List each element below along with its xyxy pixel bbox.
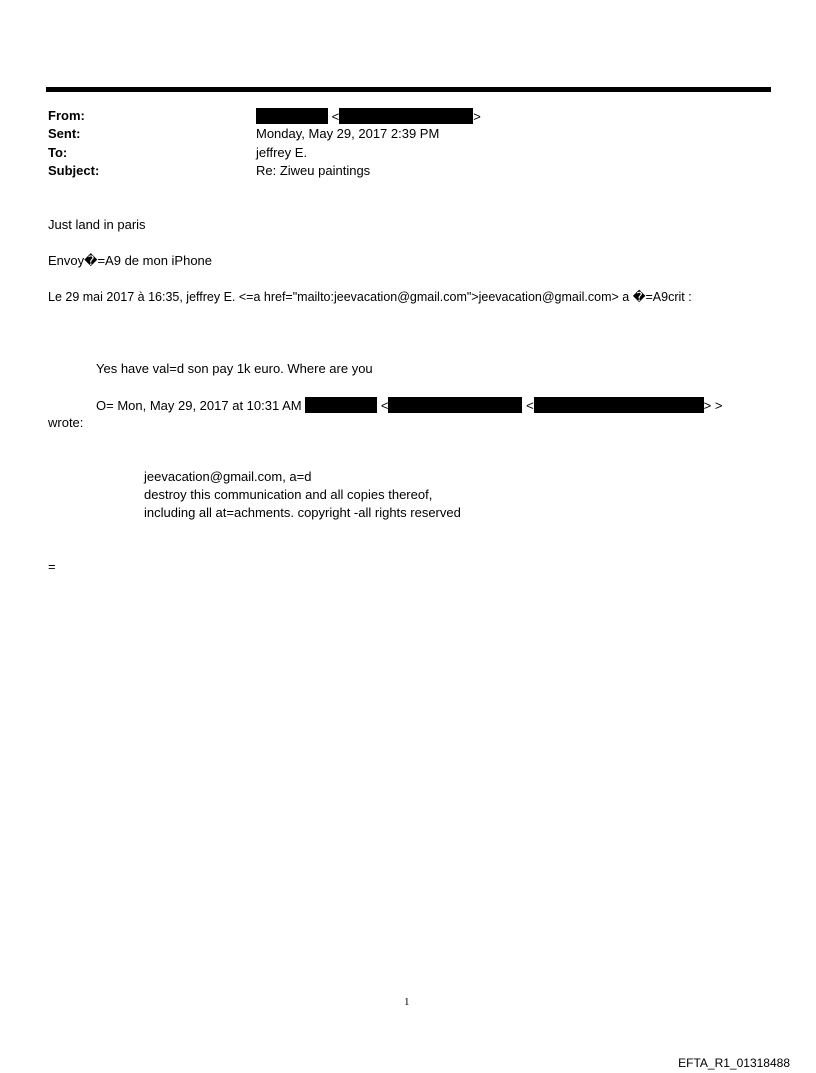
redaction-box xyxy=(256,108,328,124)
quoted-line-1: Yes have val=d son pay 1k euro. Where are you xyxy=(96,361,373,376)
body-line-1: Just land in paris xyxy=(48,217,146,232)
quoted-line-2 xyxy=(96,397,722,413)
subject-value: Re: Ziweu paintings xyxy=(256,163,371,178)
quoted-line-4: destroy this communication and all copies thereof, xyxy=(144,487,433,502)
redaction-box xyxy=(388,397,522,413)
header-rule xyxy=(46,87,771,92)
quoted-line-3: jeevacation@gmail.com, a=d xyxy=(144,469,312,484)
redaction-box xyxy=(305,397,377,413)
quoted-date: O= Mon, May 29, 2017 at 10:31 AM xyxy=(96,398,302,413)
wrote-text: wrote: xyxy=(48,415,84,430)
lt-1: < xyxy=(380,398,389,413)
sent-value: Monday, May 29, 2017 2:39 PM xyxy=(256,126,440,141)
body-line-3: Le 29 mai 2017 à 16:35, jeffrey E. <=a href="mailto:jeevacation@gmail.com">jeevacation@gmail.com> a �=A9crit : xyxy=(48,290,692,304)
from-value xyxy=(256,108,481,124)
from-lt: < xyxy=(331,109,340,124)
sent-label: Sent: xyxy=(48,126,81,141)
lt-2: < xyxy=(526,398,534,413)
subject-label: Subject: xyxy=(48,163,100,178)
quoted-line-5: including all at=achments. copyright -all rights reserved xyxy=(144,505,461,520)
bates-number: EFTA_R1_01318488 xyxy=(678,1056,790,1070)
equals-line: = xyxy=(48,559,56,574)
body-line-2: Envoy�=A9 de mon iPhone xyxy=(48,253,213,268)
redaction-box xyxy=(534,397,704,413)
from-label: From: xyxy=(48,108,85,123)
to-label: To: xyxy=(48,145,68,160)
to-value: jeffrey E. xyxy=(256,145,308,160)
from-gt: > xyxy=(473,109,481,124)
page-number: 1 xyxy=(404,996,410,1008)
redaction-box xyxy=(339,108,473,124)
gt-end: > > xyxy=(703,398,723,413)
